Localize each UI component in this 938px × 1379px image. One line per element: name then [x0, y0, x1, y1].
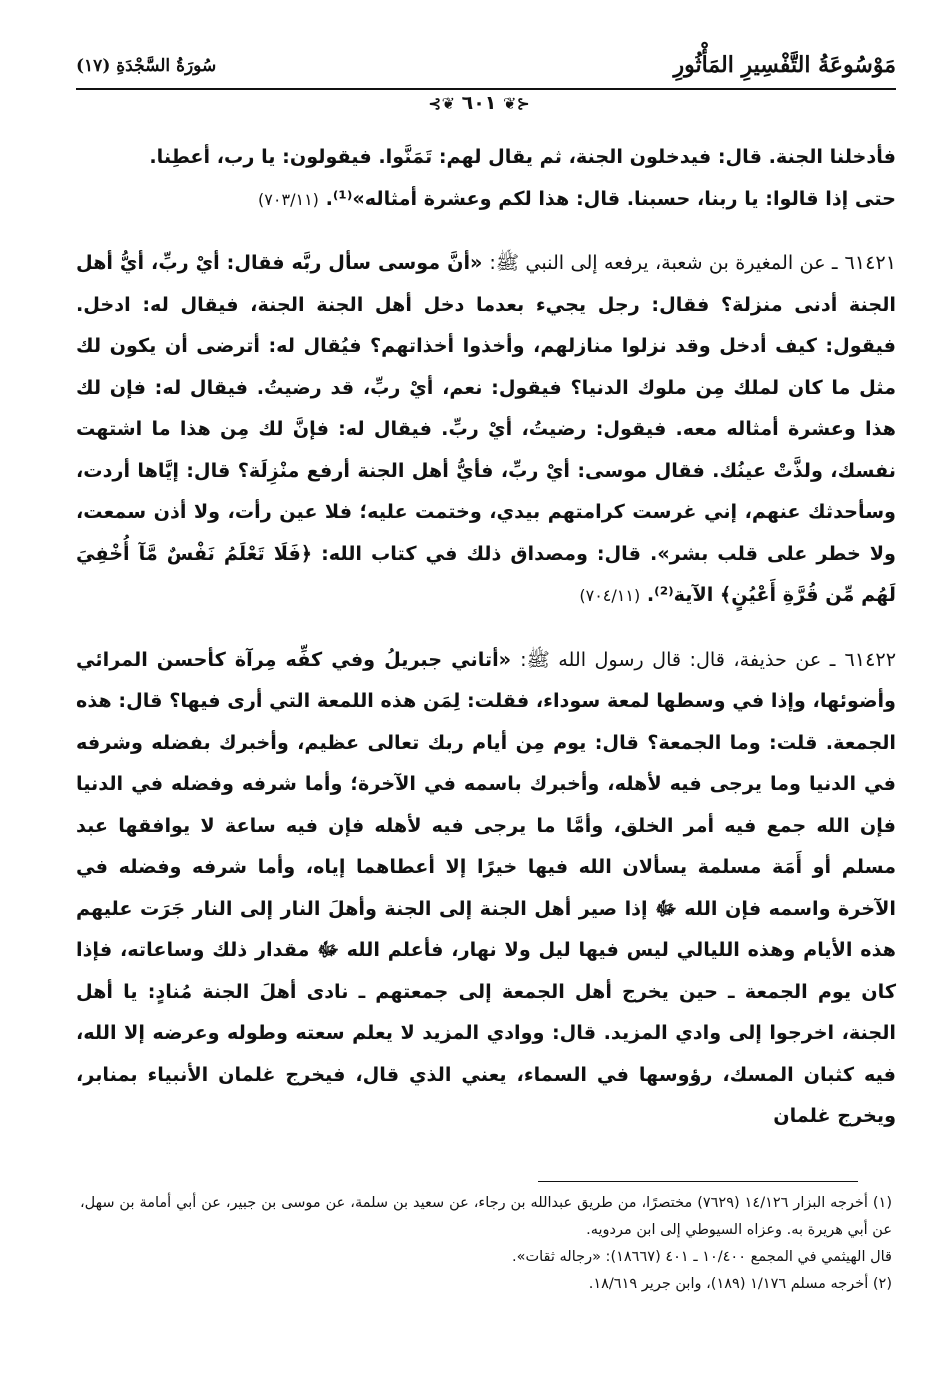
hadith-paragraph	[76, 639, 896, 1137]
surah-title: سُورَةُ السَّجْدَةِ (١٧)	[76, 56, 217, 76]
isnad: ـ عن المغيرة بن شعبة، يرفعه إلى النبي ﷺ:	[489, 251, 838, 274]
hadith-number: ٦١٤٢١	[844, 251, 897, 274]
footnote: قال الهيثمي في المجمع ١٠/٤٠٠ ـ ٤٠١ (١٨٦٦٧): «رجاله ثقات».	[511, 1249, 892, 1265]
text-line: حتى إذا قالوا: يا ربنا، حسبنا. قال: هذا لكم وعشرة أمثاله»⁽¹⁾.	[325, 186, 896, 210]
matn: «أتاني جبريلُ وفي كفِّه مِرآة كأحسن المرائي وأضوئها، وإذا في وسطها لمعة سوداء، فقلت: لِمَن هذه اللمعة التي أرى فيها؟ قال: هذه الجمعة. قلت: وما الجمعة؟ قال: يوم مِن أيام ربك تعالى عظيم، وأخبرك بفضله وشرفه في الدنيا وما يرجى فيه لأهله، وأخبرك باسمه في الآخرة؛ وأما شرفه وفضله في الدنيا فإن الله جمع فيه أمر الخلق، وأمَّا ما يرجى فيه لأهله فإن فيه ساعة لا يوافقها عبد مسلم أو أَمَة مسلمة يسألان الله فيها خيرًا إلا أعطاهما إياه، وأما شرفه وفضله في الآخرة واسمه فإن الله ﷻ إذا صير أهل الجنة إلى الجنة وأهلَ النار إلى النار جَرَت عليهم هذه الأيام وهذه الليالي ليس فيها ليل ولا نهار، فأعلم الله ﷻ مقدار ذلك وساعاته، فإذا كان يوم الجمعة ـ حين يخرج أهل الجمعة إلى جمعتهم ـ نادى أهلَ الجنة مُنادٍ: يا أهل الجنة، اخرجوا إلى وادي المزيد. قال: ووادي المزيد لا يعلم سعته وطوله وعرضه إلا الله، فيه كثبان المسك، رؤوسها في السماء، يعني الذي قال، فيخرج غلمان الأنبياء بمنابر، ويخرج غلمان	[76, 647, 896, 1127]
running-header	[76, 52, 896, 92]
header-rule	[76, 88, 896, 90]
hadith-paragraph	[76, 242, 896, 617]
page-number: ⊰❦ ٦٠١ ❦⊱	[428, 92, 530, 114]
main-text	[76, 136, 896, 1137]
hadith-number: ٦١٤٢٢	[844, 647, 896, 671]
footnotes	[80, 1190, 892, 1298]
footnote: (١) أخرجه البزار ١٤/١٢٦ (٧٦٢٩) مختصرًا، من طريق عبدالله بن رجاء، عن سعيد بن سلمة، عن موسى بن جبير، عن أبي أمامة بن سهل، عن أبي هريرة به. وعزاه السيوطي إلى ابن مردويه.	[80, 1195, 892, 1238]
ornament-right-icon: ⊰❦	[503, 94, 530, 113]
matn: «أنَّ موسى سأل ربَّه فقال: أيْ ربِّ، أيُّ أهل الجنة أدنى منزلة؟ فقال: رجل يجيء بعدما دخل أهل الجنة الجنة، فيقال له: ادخل. فيقول: كيف أدخل وقد نزلوا منازلهم، وأخذوا أخذاتهم؟ فيُقال له: أترضى أن يكون لك مثل ما كان لملك مِن ملوك الدنيا؟ فيقول: نعم، أيْ ربِّ، قد رضيتُ. فيقال له: فإن لك هذا وعشرة أمثاله معه. فيقول: رضيتُ، أيْ ربِّ. فيقال له: فإنَّ لك مِن هذا ما اشتهت نفسك، ولذَّتْ عينُك. فقال موسى: أيْ ربِّ، فأيُّ أهل الجنة أرفع منْزِلَة؟ قال: إيَّاها أردت، وسأحدثك عنهم، إني غرست كرامتهم بيدي، وختمت عليه؛ فلا عين رأت، ولا أذن سمعت، ولا خطر على قلب بشر». قال: ومصداق ذلك في كتاب الله: ﴿فَلَا تَعْلَمُ نَفْسٌ مَّآ أُخْفِيَ لَهُم مِّن قُرَّةِ أَعْيُنٍ﴾ الآية⁽²⁾.	[76, 251, 896, 606]
footnote: (٢) أخرجه مسلم ١/١٧٦ (١٨٩)، وابن جرير ١٨/٦١٩.	[588, 1276, 892, 1292]
paragraph-continuation	[76, 136, 896, 220]
footnote-rule	[538, 1181, 858, 1182]
text-line: فأدخلنا الجنة. قال: فيدخلون الجنة، ثم يقال لهم: تَمَنَّوا. فيقولون: يا رب، أعطِنا.	[149, 145, 896, 168]
series-title: مَوْسُوعَةُ التَّفْسِيرِ المَأْثُورِ	[673, 52, 896, 78]
volume-reference: (٧٠٣/١١)	[258, 189, 319, 209]
ornament-left-icon: ❦⊱	[428, 94, 455, 113]
isnad: ـ عن حذيفة، قال: قال رسول الله ﷺ:	[520, 647, 836, 671]
volume-reference: (٧٠٤/١١)	[579, 586, 641, 605]
